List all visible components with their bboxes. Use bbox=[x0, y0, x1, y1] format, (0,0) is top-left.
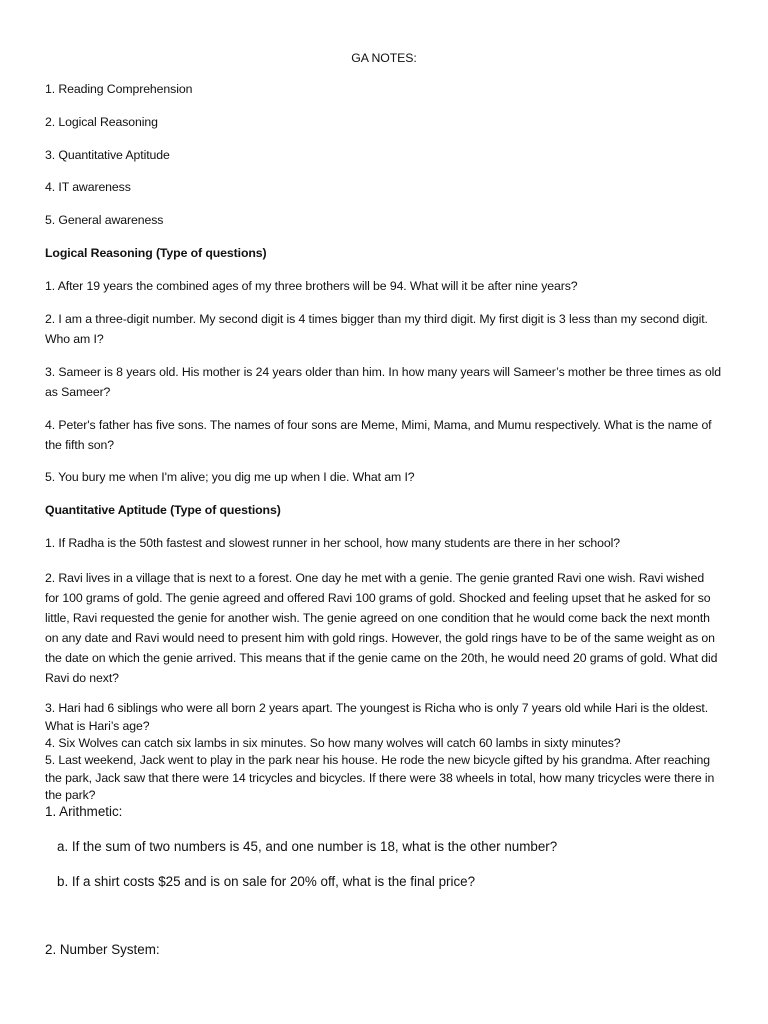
arithmetic-question: b. If a shirt costs $25 and is on sale for 20% off, what is the final price? bbox=[57, 874, 476, 889]
quant-question: 2. Ravi lives in a village that is next to a forest. One day he met with a genie. The genie granted Ravi one wish. Ravi wished for 100 grams of gold. The genie agreed and offered Ravi 100 grams of gold. Shocked and feeling upset that he asked for so little, Ravi requested the genie for another wish. The genie agreed on one condition that he would come back the next month on any date and Ravi would need to present him with gold rings. However, the gold rings have to be of the same weight as on the date on which the genie arrived. This means that if the genie came on the 20th, he would need 20 grams of gold. What did Ravi do next? bbox=[45, 571, 718, 685]
arithmetic-question: a. If the sum of two numbers is 45, and one number is 18, what is the other number? bbox=[57, 839, 558, 854]
topic-item: 5. General awareness bbox=[45, 213, 164, 227]
logical-question: 3. Sameer is 8 years old. His mother is 24 years older than him. In how many years will Sameer’s mother be three times as old as Sameer? bbox=[45, 365, 721, 399]
logical-question: 4. Peter's father has five sons. The names of four sons are Meme, Mimi, Mama, and Mumu respectively. What is the name of the fifth son? bbox=[45, 418, 712, 452]
logical-question: 5. You bury me when I'm alive; you dig me up when I die. What am I? bbox=[45, 470, 415, 484]
topic-item: 4. IT awareness bbox=[45, 180, 131, 194]
section-heading-logical: Logical Reasoning (Type of questions) bbox=[45, 246, 267, 260]
logical-question: 2. I am a three-digit number. My second digit is 4 times bigger than my third digit. My first digit is 3 less than my second digit. Who am I? bbox=[45, 312, 708, 346]
page-title: GA NOTES: bbox=[351, 51, 417, 65]
quant-question: 1. If Radha is the 50th fastest and slowest runner in her school, how many students are there in her school? bbox=[45, 536, 621, 550]
section-heading-quant: Quantitative Aptitude (Type of questions) bbox=[45, 503, 281, 517]
topic-item: 2. Logical Reasoning bbox=[45, 115, 158, 129]
quant-question: 4. Six Wolves can catch six lambs in six minutes. So how many wolves will catch 60 lambs in sixty minutes? bbox=[45, 736, 621, 750]
quant-question: 5. Last weekend, Jack went to play in the park near his house. He rode the new bicycle gifted by his grandma. After reaching the park, Jack saw that there were 14 tricycles and bicycles. If there were 38 wheels in total, how many tricycles were there in the park? bbox=[45, 753, 715, 802]
topic-item: 1. Reading Comprehension bbox=[45, 82, 193, 96]
number-system-heading: 2. Number System: bbox=[45, 942, 160, 957]
logical-question: 1. After 19 years the combined ages of my three brothers will be 94. What will it be after nine years? bbox=[45, 279, 578, 293]
topic-item: 3. Quantitative Aptitude bbox=[45, 148, 170, 162]
quant-question: 3. Hari had 6 siblings who were all born 2 years apart. The youngest is Richa who is only 7 years old while Hari is the oldest. What is Hari’s age? bbox=[45, 701, 709, 733]
arithmetic-heading: 1. Arithmetic: bbox=[45, 804, 123, 819]
